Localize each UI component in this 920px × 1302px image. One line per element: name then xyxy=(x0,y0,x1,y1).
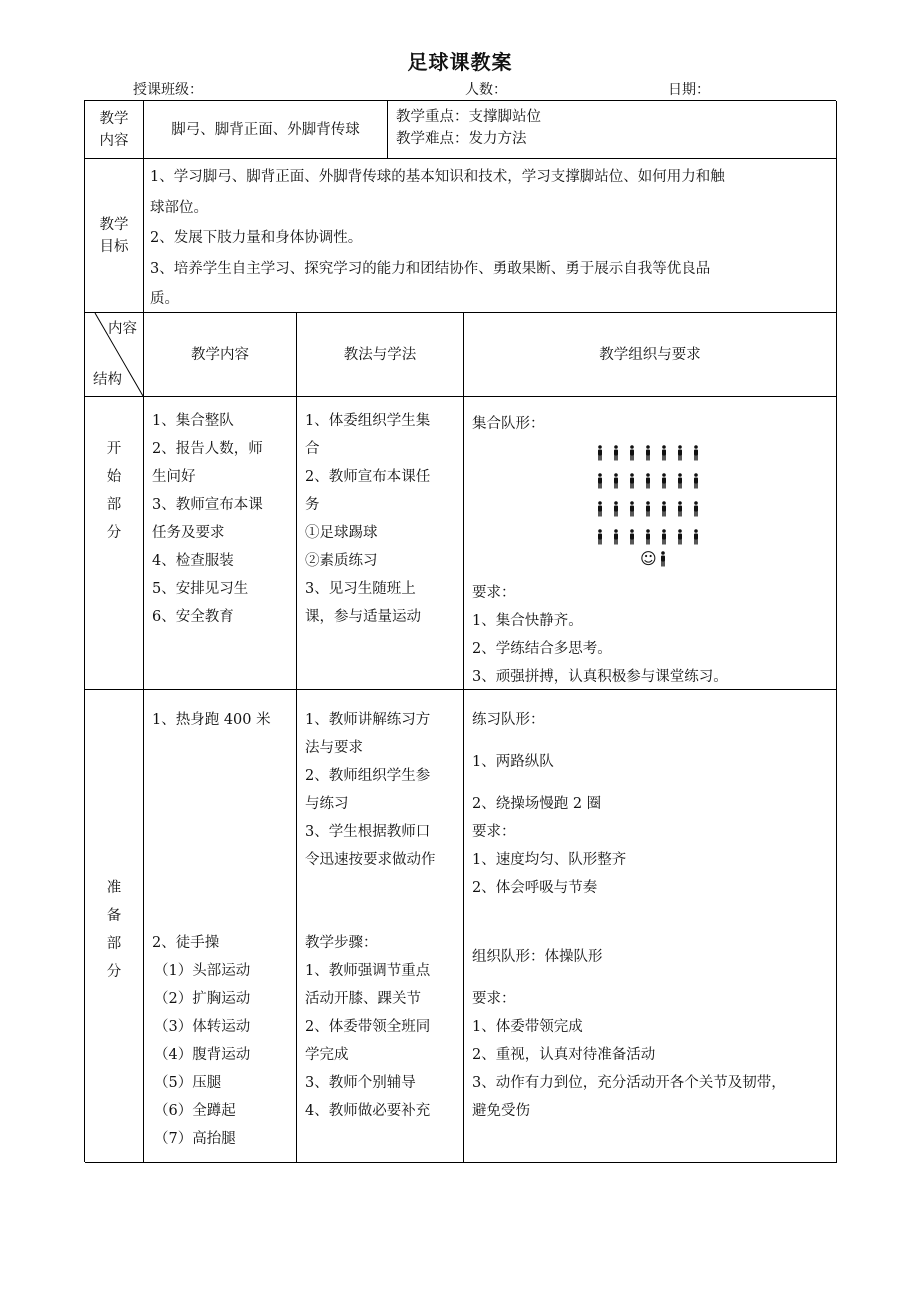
student-figure-icon xyxy=(644,473,652,489)
student-figure-icon xyxy=(644,529,652,545)
start-content-line: 任务及要求 xyxy=(152,525,225,541)
content-label-line1: 教学 xyxy=(99,110,129,127)
prep-content-line: （1）头部运动 xyxy=(154,963,251,979)
prep-req-line: 1、体委带领完成 xyxy=(472,1019,583,1035)
student-figure-icon xyxy=(676,501,684,517)
start-method-line: 3、见习生随班上 xyxy=(305,581,416,597)
topic-cell xyxy=(144,101,388,159)
teacher-figure-icon xyxy=(659,551,667,567)
student-figure-icon xyxy=(692,501,700,517)
start-method-line: 1、体委组织学生集 xyxy=(305,413,431,429)
teacher-icon: ☺ xyxy=(640,549,657,568)
section-char: 准 xyxy=(106,880,122,896)
start-content-line: 3、教师宣布本课 xyxy=(152,497,263,513)
content-label-cell xyxy=(85,101,144,159)
prep-method-line: 与练习 xyxy=(305,796,349,812)
diag-bottom-label: 结构 xyxy=(93,372,122,388)
section-char: 部 xyxy=(106,936,122,952)
start-req-line: 3、顽强拼搏，认真积极参与课堂练习。 xyxy=(472,669,728,685)
goals-label-line2: 目标 xyxy=(99,238,129,255)
prep-method-line: 1、教师强调节重点 xyxy=(305,963,431,979)
prep-content-line: 1、热身跑 400 米 xyxy=(152,712,271,728)
goals-label-line1: 教学 xyxy=(99,216,129,233)
start-org-cell xyxy=(464,397,837,690)
date-label: 日期： xyxy=(668,82,710,98)
start-req-line: 1、集合快静齐。 xyxy=(472,613,583,629)
start-method-line: 课，参与适量运动 xyxy=(305,609,421,625)
student-figure-icon xyxy=(660,445,668,461)
header-col1-label: 教学内容 xyxy=(191,346,249,363)
start-content-line: 6、安全教育 xyxy=(152,609,234,625)
prep-method-line: 3、教师个别辅导 xyxy=(305,1075,416,1091)
goal-line: 球部位。 xyxy=(150,199,208,216)
prep-content-line: （2）扩胸运动 xyxy=(154,991,251,1007)
prep-section-label xyxy=(85,690,144,1163)
goals-label-cell xyxy=(85,159,144,313)
practice-line: 2、绕操场慢跑 2 圈 xyxy=(472,796,602,812)
prep-method-line: 教学步骤： xyxy=(305,935,378,951)
student-figure-icon xyxy=(676,473,684,489)
student-figure-icon xyxy=(612,445,620,461)
student-figure-icon xyxy=(692,445,700,461)
header-col2 xyxy=(297,313,464,397)
prep-method-line: 学完成 xyxy=(305,1047,349,1063)
org-title: 集合队形： xyxy=(472,416,545,432)
prep-content-line: 2、徒手操 xyxy=(152,935,220,951)
assembly-formation xyxy=(596,445,706,545)
prep-method-line: 1、教师讲解练习方 xyxy=(305,712,431,728)
page-title: 足球课教案 xyxy=(407,50,513,74)
prep-method-line: 4、教师做必要补充 xyxy=(305,1103,431,1119)
header-col3 xyxy=(464,313,837,397)
prep-content-line: （3）体转运动 xyxy=(154,1019,251,1035)
difficulty-text: 教学难点：发力方法 xyxy=(396,131,527,147)
student-figure-icon xyxy=(612,473,620,489)
req-title: 要求： xyxy=(472,585,516,601)
section-char: 部 xyxy=(106,497,122,513)
section-char: 开 xyxy=(106,441,122,457)
start-content-line: 生问好 xyxy=(152,469,196,485)
start-method-cell xyxy=(297,397,464,690)
prep-method-line: 3、学生根据教师口 xyxy=(305,824,431,840)
content-label-line2: 内容 xyxy=(99,132,129,149)
diag-top-label: 内容 xyxy=(108,321,137,337)
start-method-line: 合 xyxy=(305,441,320,457)
section-char: 备 xyxy=(106,908,122,924)
student-figure-icon xyxy=(660,529,668,545)
section-char: 分 xyxy=(106,525,122,541)
keypoints-cell xyxy=(388,101,837,159)
student-figure-icon xyxy=(628,445,636,461)
student-figure-icon xyxy=(596,445,604,461)
practice-line: 1、两路纵队 xyxy=(472,754,554,770)
start-section-label xyxy=(85,397,144,690)
prep-content-line: （5）压腿 xyxy=(154,1075,222,1091)
prep-method-cell xyxy=(297,690,464,1163)
student-figure-icon xyxy=(676,445,684,461)
student-figure-icon xyxy=(596,473,604,489)
topic-text: 脚弓、脚背正面、外脚背传球 xyxy=(171,121,360,138)
student-figure-icon xyxy=(644,445,652,461)
student-figure-icon xyxy=(596,529,604,545)
student-figure-icon xyxy=(628,529,636,545)
student-figure-icon xyxy=(692,473,700,489)
class-label: 授课班级： xyxy=(133,82,203,98)
student-figure-icon xyxy=(612,529,620,545)
practice-title: 练习队形： xyxy=(472,712,545,728)
start-content-line: 1、集合整队 xyxy=(152,413,234,429)
prep-content-line: （6）全蹲起 xyxy=(154,1103,236,1119)
req-title: 要求： xyxy=(472,991,516,1007)
formation-label: 组织队形：体操队形 xyxy=(472,949,603,965)
prep-content-line: （7）高抬腿 xyxy=(154,1131,236,1147)
section-char: 始 xyxy=(106,469,122,485)
student-figure-icon xyxy=(612,501,620,517)
student-figure-icon xyxy=(628,473,636,489)
prep-req-line: 3、动作有力到位，充分活动开各个关节及韧带， xyxy=(472,1075,786,1091)
start-method-line: 务 xyxy=(305,497,320,513)
goal-line: 1、学习脚弓、脚背正面、外脚背传球的基本知识和技术，学习支撑脚站位、如何用力和触 xyxy=(150,169,725,185)
prep-org-cell xyxy=(464,690,837,1163)
count-label: 人数： xyxy=(465,82,507,98)
prep-content-cell xyxy=(144,690,297,1163)
header-col2-label: 教法与学法 xyxy=(343,346,417,363)
start-method-line: 2、教师宣布本课任 xyxy=(305,469,431,485)
prep-method-line: 2、教师组织学生参 xyxy=(305,768,431,784)
prep-req-line: 1、速度均匀、队形整齐 xyxy=(472,852,627,868)
student-figure-icon xyxy=(644,501,652,517)
goals-text-cell xyxy=(144,159,837,313)
student-figure-icon xyxy=(628,501,636,517)
start-method-line: ②素质练习 xyxy=(305,553,378,569)
prep-req-line: 2、体会呼吸与节奏 xyxy=(472,880,598,896)
goal-line: 2、发展下肢力量和身体协调性。 xyxy=(150,230,363,246)
prep-method-line: 令迅速按要求做动作 xyxy=(305,852,436,868)
student-figure-icon xyxy=(596,501,604,517)
student-figure-icon xyxy=(676,529,684,545)
start-content-line: 4、检查服装 xyxy=(152,553,234,569)
student-figure-icon xyxy=(692,529,700,545)
start-method-line: ①足球踢球 xyxy=(305,525,378,541)
section-char: 分 xyxy=(106,964,122,980)
diagonal-header-cell xyxy=(85,313,144,397)
student-figure-icon xyxy=(660,473,668,489)
prep-method-line: 法与要求 xyxy=(305,740,363,756)
prep-req-line: 避免受伤 xyxy=(472,1103,530,1119)
req-title: 要求： xyxy=(472,824,516,840)
header-col3-label: 教学组织与要求 xyxy=(599,346,701,363)
goal-line: 3、培养学生自主学习、探究学习的能力和团结协作、勇敢果断、勇于展示自我等优良品 xyxy=(150,260,711,277)
prep-req-line: 2、重视，认真对待准备活动 xyxy=(472,1047,656,1063)
lesson-plan-table xyxy=(84,100,836,1162)
start-content-line: 5、安排见习生 xyxy=(152,581,249,597)
start-content-line: 2、报告人数，师 xyxy=(152,441,263,457)
prep-content-line: （4）腹背运动 xyxy=(154,1047,251,1063)
prep-method-line: 活动开膝、踝关节 xyxy=(305,991,421,1007)
header-col1 xyxy=(144,313,297,397)
goal-line: 质。 xyxy=(150,291,179,307)
start-req-line: 2、学练结合多思考。 xyxy=(472,641,612,657)
key-point-text: 教学重点：支撑脚站位 xyxy=(396,109,541,125)
student-figure-icon xyxy=(660,501,668,517)
prep-method-line: 2、体委带领全班同 xyxy=(305,1019,431,1035)
start-content-cell xyxy=(144,397,297,690)
